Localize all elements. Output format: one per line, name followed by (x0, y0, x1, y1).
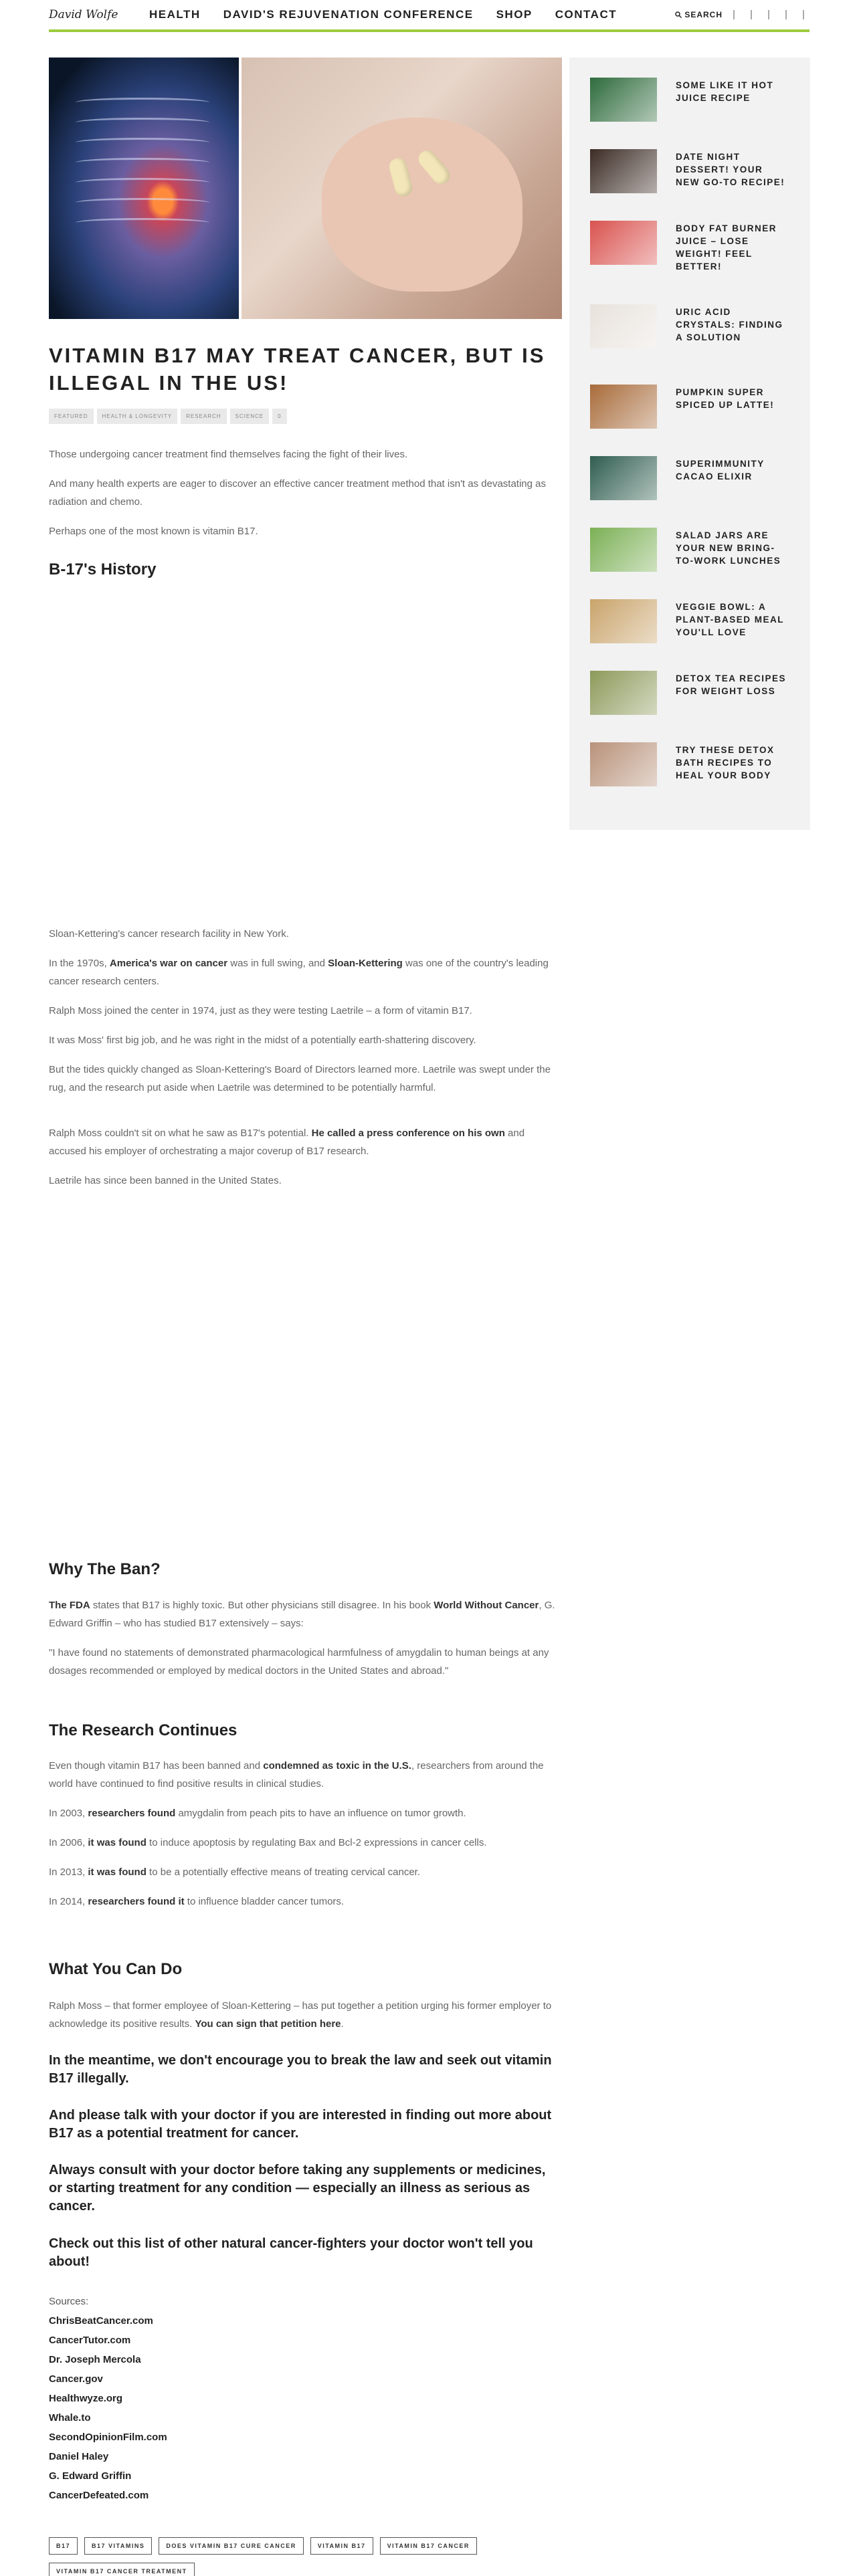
history-paragraph-7: Laetrile has since been banned in the United States. (49, 1175, 282, 1186)
history-paragraph-2: In the 1970s, America's war on cancer was in full swing, and Sloan-Kettering was one of the country's leading cancer research centers. (49, 958, 549, 987)
sidebar-post[interactable] (590, 456, 797, 510)
comment-count[interactable]: 0 (272, 409, 286, 424)
press-conference-link[interactable]: He called a press conference on his own (311, 1128, 505, 1139)
research-paragraph-1: Even though vitamin B17 has been banned and condemned as toxic in the U.S., researchers from around the world have continued to find positive results in clinical studies. (49, 1760, 544, 1790)
tag-link[interactable]: VITAMIN B17 CANCER TREATMENT (49, 2563, 195, 2576)
search-label: SEARCH (684, 10, 723, 19)
it-was-found-link-2013[interactable]: it was found (88, 1866, 147, 1878)
post-title[interactable]: SUPERIMMUNITY CACAO ELIXIR (676, 459, 765, 481)
tag-link[interactable]: B17 VITAMINS (84, 2537, 152, 2555)
source-link[interactable]: Daniel Haley (49, 2451, 109, 2462)
researchers-found-link-2003[interactable]: researchers found (88, 1808, 176, 1819)
category-tags (49, 409, 287, 424)
pinterest-icon[interactable] (785, 10, 792, 19)
post-thumbnail[interactable] (590, 456, 657, 500)
sidebar-post[interactable] (590, 78, 797, 131)
post-thumbnail[interactable] (590, 385, 657, 429)
nav-rejuvenation-conference[interactable]: DAVID'S REJUVENATION CONFERENCE (223, 8, 474, 21)
instagram-icon[interactable] (768, 10, 775, 19)
post-thumbnail[interactable] (590, 599, 657, 643)
post-title[interactable]: URIC ACID CRYSTALS: FINDING A SOLUTION (676, 307, 783, 342)
xray-torso-image (49, 58, 239, 319)
source-link[interactable]: ChrisBeatCancer.com (49, 2315, 153, 2327)
hero-image (49, 58, 562, 319)
history-paragraph-5: But the tides quickly changed as Sloan-Kettering's Board of Directors learned more. Laetrile was swept under the rug, and the research put aside when Laetrile was determined to be potentially harmful. (49, 1064, 551, 1093)
tag-link[interactable]: B17 (49, 2537, 78, 2555)
history-heading: B-17's History (49, 560, 157, 578)
condemned-link[interactable]: condemned as toxic in the U.S. (263, 1760, 411, 1772)
hand-with-pills-image (242, 58, 562, 319)
source-link[interactable]: Dr. Joseph Mercola (49, 2354, 141, 2365)
sources-label: Sources: (49, 2296, 89, 2307)
source-link[interactable]: CancerDefeated.com (49, 2490, 149, 2501)
source-link[interactable]: G. Edward Griffin (49, 2470, 132, 2482)
post-title[interactable]: TRY THESE DETOX BATH RECIPES TO HEAL YOUR BODY (676, 745, 775, 780)
header-bar (49, 0, 809, 29)
post-thumbnail[interactable] (590, 149, 657, 193)
post-title[interactable]: VEGGIE BOWL: A PLANT-BASED MEAL YOU'LL LOVE (676, 602, 784, 637)
post-thumbnail[interactable] (590, 304, 657, 348)
research-paragraph-3: In 2006, it was found to induce apoptosis by regulating Bax and Bcl-2 expressions in cancer cells. (49, 1837, 487, 1848)
sources-list (49, 2292, 316, 2505)
sidebar-post[interactable] (590, 528, 797, 581)
what-you-can-do-heading: What You Can Do (49, 1960, 183, 1978)
search-button[interactable] (675, 10, 723, 19)
post-title[interactable]: DETOX TEA RECIPES FOR WEIGHT LOSS (676, 673, 787, 696)
book-link[interactable]: World Without Cancer (434, 1600, 539, 1611)
sidebar-post[interactable] (590, 599, 797, 653)
nav-health[interactable]: HEALTH (149, 8, 201, 21)
source-link[interactable]: Whale.to (49, 2412, 91, 2424)
fda-link[interactable]: The FDA (49, 1600, 90, 1611)
ban-heading: Why The Ban? (49, 1560, 161, 1578)
site-header (0, 0, 859, 32)
sidebar-post[interactable] (590, 385, 797, 438)
category-research[interactable]: RESEARCH (181, 409, 226, 424)
bold-paragraph-3: Always consult with your doctor before taking any supplements or medicines, or starting treatment for any condition — especially an illness as serious as cancer. (49, 2163, 546, 2214)
post-title[interactable]: DATE NIGHT DESSERT! YOUR NEW GO-TO RECIPE! (676, 152, 785, 187)
post-title[interactable]: SALAD JARS ARE YOUR NEW BRING-TO-WORK LUNCHES (676, 530, 781, 566)
post-title[interactable]: SOME LIKE IT HOT JUICE RECIPE (676, 80, 774, 103)
bold-paragraph-4[interactable]: Check out this list of other natural cancer-fighters your doctor won't tell you about! (49, 2236, 533, 2269)
ban-paragraph-1: The FDA states that B17 is highly toxic. But other physicians still disagree. In his book World Without Cancer, G. Edward Griffin – who has studied B17 extensively – says: (49, 1600, 555, 1629)
source-link[interactable]: SecondOpinionFilm.com (49, 2432, 167, 2443)
youtube-icon[interactable] (803, 10, 809, 19)
bold-paragraph-1: In the meantime, we don't encourage you to break the law and seek out vitamin B17 illegally. (49, 2053, 552, 2086)
category-featured[interactable]: FEATURED (49, 409, 94, 424)
history-paragraph-4: It was Moss' first big job, and he was right in the midst of a potentially earth-shattering discovery. (49, 1035, 476, 1046)
article-title: VITAMIN B17 MAY TREAT CANCER, BUT IS ILLEGAL IN THE US! (49, 344, 546, 395)
tag-link[interactable]: DOES VITAMIN B17 CURE CANCER (159, 2537, 303, 2555)
post-thumbnail[interactable] (590, 528, 657, 572)
header-right (675, 10, 809, 19)
nav-shop[interactable]: SHOP (496, 8, 533, 21)
category-science[interactable]: SCIENCE (230, 409, 270, 424)
sign-petition-link[interactable]: You can sign that petition here (195, 2018, 341, 2030)
sidebar-post[interactable] (590, 671, 797, 724)
site-logo[interactable] (49, 1, 129, 28)
tag-link[interactable]: VITAMIN B17 (310, 2537, 373, 2555)
twitter-icon[interactable] (751, 10, 757, 19)
nav-contact[interactable]: CONTACT (555, 8, 617, 21)
header-accent-line (49, 29, 809, 32)
research-paragraph-2: In 2003, researchers found amygdalin from peach pits to have an influence on tumor growth. (49, 1808, 466, 1819)
war-on-cancer-link[interactable]: America's war on cancer (109, 958, 228, 969)
sidebar-post[interactable] (590, 149, 797, 203)
source-link[interactable]: Cancer.gov (49, 2373, 103, 2385)
sidebar-post[interactable] (590, 221, 797, 274)
do-paragraph-1: Ralph Moss – that former employee of Sloan-Kettering – has put together a petition urging his former employer to acknowledge its positive results. You can sign that petition here. (49, 2000, 552, 2030)
history-paragraph-3: Ralph Moss joined the center in 1974, just as they were testing Laetrile – a form of vitamin B17. (49, 1005, 472, 1016)
main-nav (149, 8, 640, 21)
post-title[interactable]: PUMPKIN SUPER SPICED UP LATTE! (676, 387, 775, 410)
sidebar-post[interactable] (590, 742, 797, 796)
facebook-icon[interactable] (733, 10, 740, 19)
post-title[interactable]: BODY FAT BURNER JUICE – LOSE WEIGHT! FEEL BETTER! (676, 223, 777, 272)
research-heading: The Research Continues (49, 1721, 237, 1739)
intro-paragraph-2: And many health experts are eager to discover an effective cancer treatment method that isn't as devastating as radiation and chemo. (49, 478, 547, 508)
tag-link[interactable]: VITAMIN B17 CANCER (380, 2537, 477, 2555)
post-thumbnail[interactable] (590, 742, 657, 786)
research-paragraph-5: In 2014, researchers found it to influence bladder cancer tumors. (49, 1896, 345, 1907)
sloan-kettering-link[interactable]: Sloan-Kettering (328, 958, 403, 969)
category-health-longevity[interactable]: HEALTH & LONGEVITY (97, 409, 178, 424)
history-paragraph-1: Sloan-Kettering's cancer research facility in New York. (49, 928, 289, 940)
ban-quote: "I have found no statements of demonstrated pharmacological harmfulness of amygdalin to human beings at any dosages recommended or employed by medical doctors in the United States and abroad." (49, 1647, 549, 1677)
intro-paragraph-3: Perhaps one of the most known is vitamin B17. (49, 526, 258, 537)
search-icon (675, 11, 682, 18)
logo-text: David Wolfe (49, 8, 118, 21)
research-paragraph-4: In 2013, it was found to be a potentially effective means of treating cervical cancer. (49, 1866, 421, 1878)
history-paragraph-6: Ralph Moss couldn't sit on what he saw as B17's potential. He called a press conference on his own and accused his employer of orchestrating a major coverup of B17 research. (49, 1128, 525, 1157)
post-thumbnail[interactable] (590, 78, 657, 122)
post-thumbnail[interactable] (590, 671, 657, 715)
article-tags (49, 2537, 562, 2576)
source-link[interactable]: CancerTutor.com (49, 2335, 131, 2346)
bold-paragraph-2: And please talk with your doctor if you are interested in finding out more about B17 as a potential treatment for cancer. (49, 2108, 552, 2141)
sidebar (569, 58, 810, 830)
it-was-found-link-2006[interactable]: it was found (88, 1837, 147, 1848)
post-thumbnail[interactable] (590, 221, 657, 265)
intro-paragraph-1: Those undergoing cancer treatment find themselves facing the fight of their lives. (49, 449, 408, 460)
source-link[interactable]: Healthwyze.org (49, 2393, 123, 2404)
sidebar-post[interactable] (590, 304, 797, 358)
researchers-found-link-2014[interactable]: researchers found it (88, 1896, 185, 1907)
